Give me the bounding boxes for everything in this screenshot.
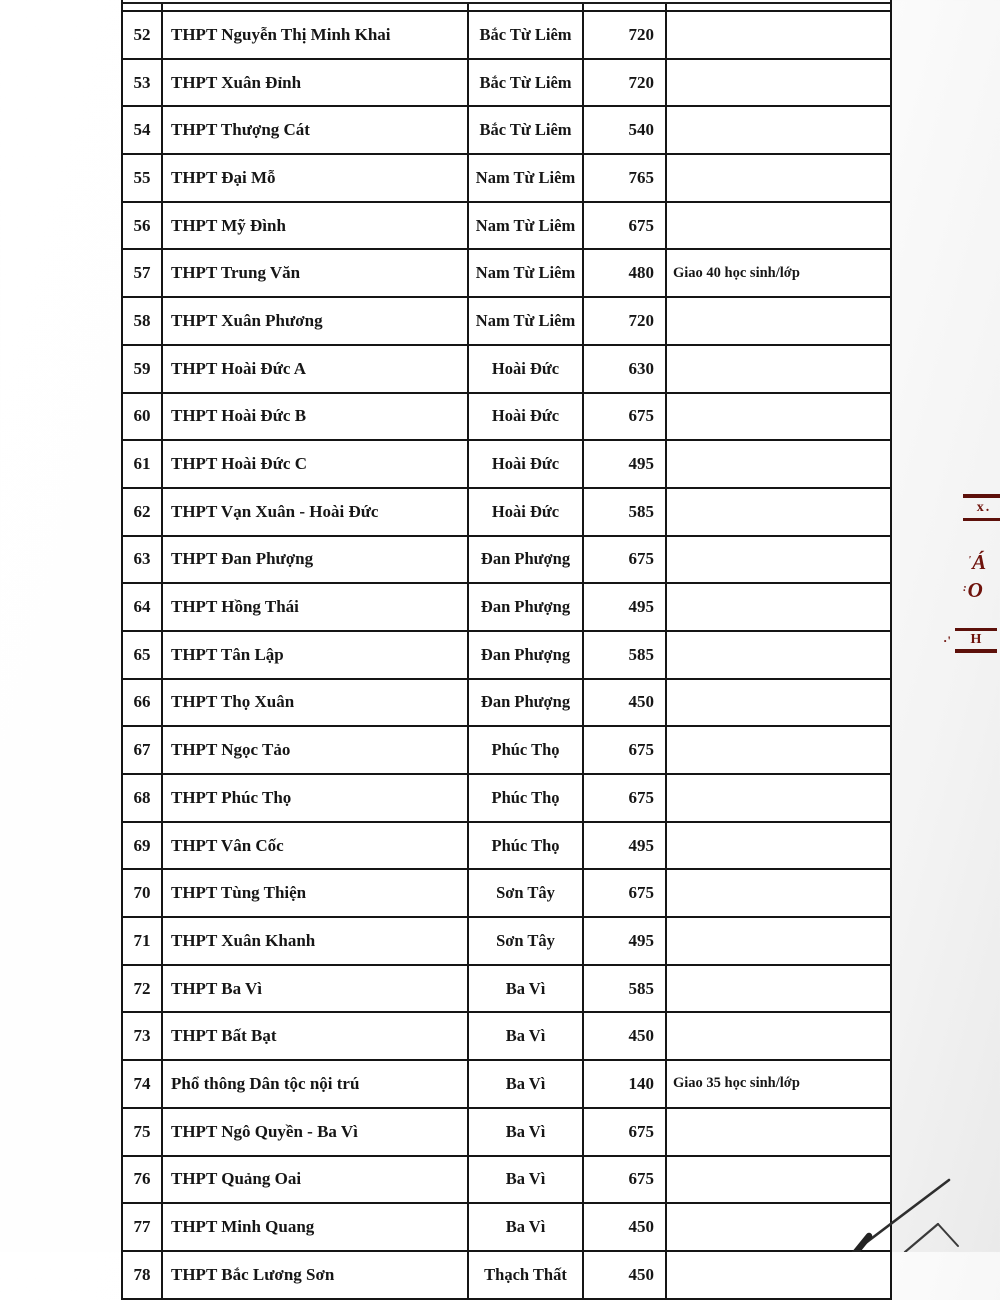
school-name-cell: THPT Bất Bạt — [163, 1013, 469, 1059]
district-cell: Nam Từ Liêm — [469, 155, 584, 201]
row-number-cell: 69 — [123, 823, 163, 869]
district-cell: Hoài Đức — [469, 489, 584, 535]
table-row — [123, 1252, 890, 1300]
quota-cell: 480 — [584, 250, 667, 296]
district-cell: Bắc Từ Liêm — [469, 60, 584, 106]
row-number-cell: 53 — [123, 60, 163, 106]
school-name-cell: THPT Hoài Đức C — [163, 441, 469, 487]
quota-cell: 450 — [584, 1013, 667, 1059]
note-cell — [667, 584, 890, 630]
table-row — [123, 1061, 890, 1109]
table-row — [123, 1157, 890, 1205]
school-name-cell: THPT Nguyễn Thị Minh Khai — [163, 12, 469, 58]
school-name-cell: THPT Xuân Khanh — [163, 918, 469, 964]
table-row — [123, 12, 890, 60]
school-name-cell: Phổ thông Dân tộc nội trú — [163, 1061, 469, 1107]
quota-cell: 585 — [584, 966, 667, 1012]
row-number-cell: 60 — [123, 394, 163, 440]
school-name-cell: THPT Minh Quang — [163, 1204, 469, 1250]
school-name-cell: THPT Tùng Thiện — [163, 870, 469, 916]
district-cell: Đan Phượng — [469, 632, 584, 678]
district-cell: Phúc Thọ — [469, 775, 584, 821]
quota-cell: 675 — [584, 1157, 667, 1203]
quota-cell: 675 — [584, 394, 667, 440]
partial-cell — [469, 4, 584, 10]
district-cell: Bắc Từ Liêm — [469, 12, 584, 58]
note-cell — [667, 680, 890, 726]
stamp-text: x. — [976, 500, 992, 515]
table-row-partial-top — [123, 2, 890, 12]
row-number-cell: 78 — [123, 1252, 163, 1298]
red-stamp-fragment-x — [963, 492, 1000, 523]
stamp-line — [955, 628, 997, 631]
red-stamp-fragment-a — [968, 552, 986, 573]
quota-cell: 450 — [584, 680, 667, 726]
school-name-cell: THPT Đại Mỗ — [163, 155, 469, 201]
quota-cell: 720 — [584, 298, 667, 344]
row-number-cell: 52 — [123, 12, 163, 58]
quota-cell: 675 — [584, 203, 667, 249]
row-number-cell: 70 — [123, 870, 163, 916]
school-name-cell: THPT Hoài Đức B — [163, 394, 469, 440]
row-number-cell: 64 — [123, 584, 163, 630]
row-number-cell: 68 — [123, 775, 163, 821]
table-row — [123, 394, 890, 442]
stamp-line — [955, 649, 997, 653]
quota-cell: 495 — [584, 823, 667, 869]
note-cell — [667, 107, 890, 153]
row-number-cell: 71 — [123, 918, 163, 964]
row-number-cell: 59 — [123, 346, 163, 392]
note-cell — [667, 870, 890, 916]
quota-cell: 585 — [584, 489, 667, 535]
row-number-cell: 73 — [123, 1013, 163, 1059]
table-row — [123, 1013, 890, 1061]
district-cell: Ba Vì — [469, 1109, 584, 1155]
district-cell: Phúc Thọ — [469, 823, 584, 869]
note-cell — [667, 918, 890, 964]
school-name-cell: THPT Thọ Xuân — [163, 680, 469, 726]
row-number-cell: 74 — [123, 1061, 163, 1107]
table-row — [123, 203, 890, 251]
note-cell — [667, 537, 890, 583]
quota-cell: 765 — [584, 155, 667, 201]
table-row — [123, 298, 890, 346]
note-cell — [667, 1109, 890, 1155]
table-row — [123, 680, 890, 728]
stamp-mark: : — [963, 582, 968, 594]
table-row — [123, 823, 890, 871]
quota-cell: 495 — [584, 918, 667, 964]
school-name-cell: THPT Vạn Xuân - Hoài Đức — [163, 489, 469, 535]
row-number-cell: 76 — [123, 1157, 163, 1203]
table-row — [123, 775, 890, 823]
school-name-cell: THPT Đan Phượng — [163, 537, 469, 583]
school-name-cell: THPT Tân Lập — [163, 632, 469, 678]
district-cell: Sơn Tây — [469, 870, 584, 916]
row-number-cell: 77 — [123, 1204, 163, 1250]
table-row — [123, 584, 890, 632]
row-number-cell: 62 — [123, 489, 163, 535]
note-cell — [667, 155, 890, 201]
district-cell: Nam Từ Liêm — [469, 203, 584, 249]
row-number-cell: 63 — [123, 537, 163, 583]
row-number-cell: 56 — [123, 203, 163, 249]
district-cell: Ba Vì — [469, 1013, 584, 1059]
district-cell: Hoài Đức — [469, 346, 584, 392]
note-cell — [667, 346, 890, 392]
partial-cell — [123, 4, 163, 10]
note-cell — [667, 632, 890, 678]
school-name-cell: THPT Phúc Thọ — [163, 775, 469, 821]
quota-cell: 450 — [584, 1252, 667, 1298]
row-number-cell: 58 — [123, 298, 163, 344]
note-cell — [667, 394, 890, 440]
district-cell: Ba Vì — [469, 1204, 584, 1250]
red-stamp-fragment-o — [963, 580, 983, 601]
school-name-cell: THPT Vân Cốc — [163, 823, 469, 869]
note-cell: Giao 35 học sinh/lớp — [673, 1075, 800, 1092]
quota-cell: 630 — [584, 346, 667, 392]
school-name-cell: THPT Hồng Thái — [163, 584, 469, 630]
note-cell — [667, 489, 890, 535]
quota-cell: 675 — [584, 775, 667, 821]
quota-cell: 450 — [584, 1204, 667, 1250]
quota-cell: 675 — [584, 537, 667, 583]
stamp-text: Á — [972, 550, 987, 574]
district-cell: Hoài Đức — [469, 441, 584, 487]
district-cell: Ba Vì — [469, 1061, 584, 1107]
district-cell: Đan Phượng — [469, 680, 584, 726]
table-row — [123, 441, 890, 489]
school-name-cell: THPT Xuân Đỉnh — [163, 60, 469, 106]
district-cell: Phúc Thọ — [469, 727, 584, 773]
quota-cell: 540 — [584, 107, 667, 153]
table-row — [123, 632, 890, 680]
red-stamp-fragment-h — [943, 626, 997, 655]
district-cell: Đan Phượng — [469, 537, 584, 583]
district-cell: Thạch Thất — [469, 1252, 584, 1298]
note-cell — [667, 1013, 890, 1059]
quota-cell: 675 — [584, 870, 667, 916]
table-row — [123, 489, 890, 537]
row-number-cell: 55 — [123, 155, 163, 201]
district-cell: Đan Phượng — [469, 584, 584, 630]
school-name-cell: THPT Thượng Cát — [163, 107, 469, 153]
row-number-cell: 72 — [123, 966, 163, 1012]
table-row — [123, 918, 890, 966]
school-name-cell: THPT Quảng Oai — [163, 1157, 469, 1203]
row-number-cell: 65 — [123, 632, 163, 678]
note-cell: Giao 40 học sinh/lớp — [673, 264, 800, 281]
district-cell: Sơn Tây — [469, 918, 584, 964]
row-number-cell: 75 — [123, 1109, 163, 1155]
district-cell: Nam Từ Liêm — [469, 298, 584, 344]
note-cell — [667, 203, 890, 249]
school-name-cell: THPT Trung Văn — [163, 250, 469, 296]
quota-cell: 140 — [584, 1061, 667, 1107]
row-number-cell: 66 — [123, 680, 163, 726]
table-row — [123, 1109, 890, 1157]
table-row — [123, 870, 890, 918]
note-cell — [667, 775, 890, 821]
quota-cell: 495 — [584, 441, 667, 487]
school-name-cell: THPT Ngọc Tảo — [163, 727, 469, 773]
row-number-cell: 61 — [123, 441, 163, 487]
row-number-cell: 67 — [123, 727, 163, 773]
row-number-cell: 54 — [123, 107, 163, 153]
quota-cell: 675 — [584, 727, 667, 773]
table-row — [123, 107, 890, 155]
note-cell — [667, 1204, 890, 1250]
quota-cell: 675 — [584, 1109, 667, 1155]
table-row — [123, 966, 890, 1014]
note-cell — [667, 298, 890, 344]
note-cell — [667, 441, 890, 487]
school-name-cell: THPT Bắc Lương Sơn — [163, 1252, 469, 1298]
table-row — [123, 346, 890, 394]
note-cell — [667, 1252, 890, 1298]
school-name-cell: THPT Mỹ Đình — [163, 203, 469, 249]
note-cell — [667, 823, 890, 869]
partial-cell — [667, 4, 890, 10]
stamp-text: O — [967, 578, 983, 602]
district-cell: Bắc Từ Liêm — [469, 107, 584, 153]
school-name-cell: THPT Hoài Đức A — [163, 346, 469, 392]
table-row — [123, 1204, 890, 1252]
district-cell: Ba Vì — [469, 1157, 584, 1203]
row-number-cell: 57 — [123, 250, 163, 296]
school-quota-table — [121, 0, 892, 1300]
note-cell — [667, 60, 890, 106]
note-cell — [667, 1157, 890, 1203]
note-cell — [667, 966, 890, 1012]
school-name-cell: THPT Xuân Phương — [163, 298, 469, 344]
school-name-cell: THPT Ba Vì — [163, 966, 469, 1012]
district-cell: Hoài Đức — [469, 394, 584, 440]
district-cell: Nam Từ Liêm — [469, 250, 584, 296]
stamp-line — [963, 518, 1000, 521]
table-row — [123, 155, 890, 203]
stamp-line — [963, 494, 1000, 498]
table-row — [123, 727, 890, 775]
table-row — [123, 250, 890, 298]
partial-cell — [163, 4, 469, 10]
quota-cell: 495 — [584, 584, 667, 630]
quota-cell: 720 — [584, 60, 667, 106]
table-row — [123, 60, 890, 108]
district-cell: Ba Vì — [469, 966, 584, 1012]
stamp-text: H — [970, 631, 982, 647]
stamp-mark: ' — [968, 554, 973, 566]
note-cell — [667, 12, 890, 58]
partial-cell — [584, 4, 667, 10]
table-body — [123, 12, 890, 1300]
school-name-cell: THPT Ngô Quyền - Ba Vì — [163, 1109, 469, 1155]
quota-cell: 585 — [584, 632, 667, 678]
stamp-mark: ·' — [943, 633, 951, 648]
quota-cell: 720 — [584, 12, 667, 58]
table-row — [123, 537, 890, 585]
note-cell — [667, 727, 890, 773]
